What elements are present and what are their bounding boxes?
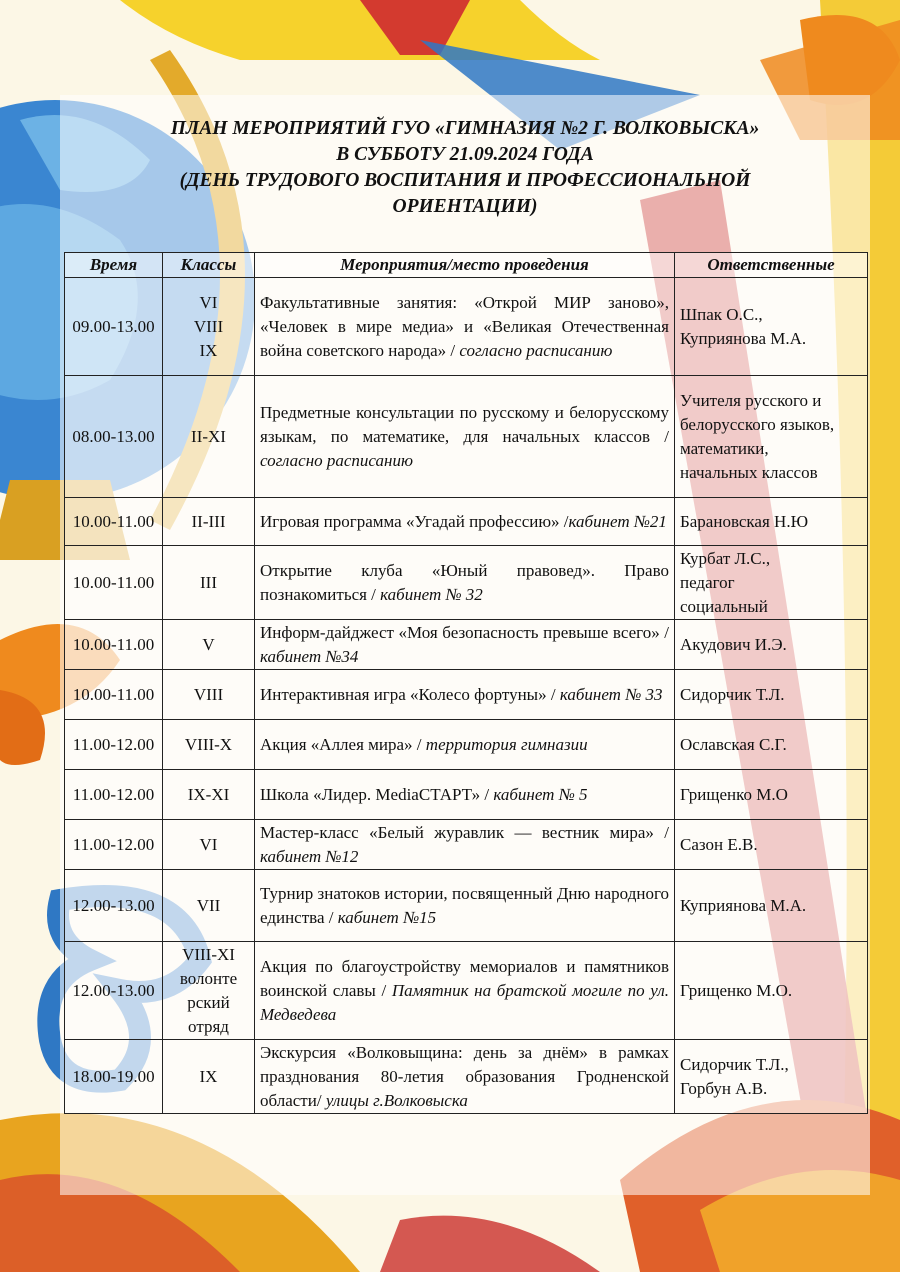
table-body <box>65 278 868 1114</box>
responsible-line: Ославская С.Г. <box>680 734 787 754</box>
cell-time: 10.00-11.00 <box>65 670 163 720</box>
cell-classes <box>163 278 255 376</box>
cell-time: 12.00-13.00 <box>65 942 163 1040</box>
cell-responsible <box>675 1040 868 1114</box>
table-row <box>65 1040 868 1114</box>
event-text: Акция «Аллея мира» / <box>260 734 426 754</box>
cell-event <box>255 670 675 720</box>
responsible-line: начальных классов <box>680 462 818 482</box>
cell-responsible <box>675 942 868 1040</box>
event-text: Факультативные занятия: «Открой МИР заново», «Человек в мире медиа» и «Великая Отечественная война советского народа» / <box>260 292 669 360</box>
cell-event <box>255 1040 675 1114</box>
class-line: IX <box>199 1066 218 1086</box>
table-row <box>65 278 868 376</box>
title-line-1: ПЛАН МЕРОПРИЯТИЙ ГУО «ГИМНАЗИЯ №2 Г. ВОЛКОВЫСКА» <box>170 118 760 139</box>
title-line-2: В СУББОТУ 21.09.2024 ГОДА <box>336 144 594 165</box>
table-row <box>65 870 868 942</box>
cell-time: 08.00-13.00 <box>65 376 163 498</box>
responsible-line: Шпак О.С., <box>680 304 763 324</box>
class-line: VII <box>196 895 221 915</box>
event-venue: территория гимназии <box>425 734 588 754</box>
responsible-line: Грищенко М.О. <box>680 980 793 1000</box>
cell-event <box>255 820 675 870</box>
table-row <box>65 376 868 498</box>
responsible-line: Учителя русского и белорусского языков, <box>680 390 835 434</box>
cell-classes <box>163 670 255 720</box>
cell-event <box>255 870 675 942</box>
cell-event <box>255 620 675 670</box>
event-text: Интерактивная игра «Колесо фортуны» / <box>260 684 560 704</box>
title-line-4: ОРИЕНТАЦИИ) <box>392 196 538 217</box>
cell-time: 11.00-12.00 <box>65 720 163 770</box>
class-line: IX <box>199 340 218 360</box>
responsible-line: педагог <box>680 572 735 592</box>
class-line: II-III <box>191 511 226 531</box>
cell-event <box>255 498 675 546</box>
event-text: Акция по благоустройству мемориалов и памятников воинской славы / <box>260 956 669 1000</box>
cell-responsible <box>675 620 868 670</box>
cell-event <box>255 376 675 498</box>
cell-responsible <box>675 278 868 376</box>
event-text: Открытие клуба «Юный правовед». Право познакомиться / <box>260 560 669 604</box>
event-venue: Памятник на братской могиле по ул. Медведева <box>260 980 669 1024</box>
cell-event <box>255 720 675 770</box>
cell-classes <box>163 498 255 546</box>
class-line: VI <box>199 292 218 312</box>
responsible-line: социальный <box>680 596 768 616</box>
table-row <box>65 670 868 720</box>
cell-classes <box>163 1040 255 1114</box>
cell-time: 10.00-11.00 <box>65 546 163 620</box>
class-line: III <box>200 572 217 592</box>
event-venue: улицы г.Волковыска <box>325 1090 468 1110</box>
header-event: Мероприятия/место проведения <box>255 253 675 278</box>
event-text: Игровая программа «Угадай профессию» / <box>260 511 569 531</box>
table-row <box>65 546 868 620</box>
table-row <box>65 720 868 770</box>
table-row <box>65 498 868 546</box>
events-table <box>64 252 868 1114</box>
cell-classes <box>163 546 255 620</box>
event-venue: кабинет №21 <box>568 511 667 531</box>
cell-time: 11.00-12.00 <box>65 770 163 820</box>
class-line: рский <box>187 992 230 1012</box>
responsible-line: Курбат Л.С., <box>680 548 771 568</box>
event-text: Информ-дайджест «Моя безопасность превыше всего» / <box>260 622 669 642</box>
responsible-line: Сидорчик Т.Л. <box>680 684 785 704</box>
page-title <box>70 116 860 220</box>
responsible-line: математики, <box>680 438 769 458</box>
header-classes: Классы <box>163 253 255 278</box>
responsible-line: Куприянова М.А. <box>680 328 807 348</box>
event-venue: кабинет № 5 <box>493 784 588 804</box>
cell-event <box>255 770 675 820</box>
table-row <box>65 620 868 670</box>
event-text: Турнир знатоков истории, посвященный Дню народного единства / <box>260 883 669 927</box>
cell-responsible <box>675 870 868 942</box>
cell-responsible <box>675 376 868 498</box>
cell-responsible <box>675 770 868 820</box>
event-venue: согласно расписанию <box>459 340 613 360</box>
table-row <box>65 942 868 1040</box>
title-line-3: (ДЕНЬ ТРУДОВОГО ВОСПИТАНИЯ И ПРОФЕССИОНАЛЬНОЙ <box>179 170 751 191</box>
responsible-line: Куприянова М.А. <box>680 895 807 915</box>
table-row <box>65 770 868 820</box>
class-line: II-XI <box>191 426 226 446</box>
cell-event <box>255 942 675 1040</box>
cell-responsible <box>675 720 868 770</box>
cell-classes <box>163 376 255 498</box>
cell-responsible <box>675 820 868 870</box>
cell-responsible <box>675 498 868 546</box>
cell-time: 10.00-11.00 <box>65 620 163 670</box>
event-venue: согласно расписанию <box>260 450 413 470</box>
table-header-row <box>65 253 868 278</box>
responsible-line: Барановская Н.Ю <box>680 511 809 531</box>
cell-responsible <box>675 670 868 720</box>
event-text: Экскурсия «Волковыщина: день за днём» в рамках празднования 80-летия образования Гродненской области/ <box>260 1042 669 1110</box>
event-text: Мастер-класс «Белый журавлик — вестник мира» / <box>260 822 669 842</box>
class-line: IX-XI <box>187 784 230 804</box>
cell-classes <box>163 870 255 942</box>
cell-responsible <box>675 546 868 620</box>
cell-time: 12.00-13.00 <box>65 870 163 942</box>
responsible-line: Сидорчик Т.Л., <box>680 1054 789 1074</box>
cell-time: 11.00-12.00 <box>65 820 163 870</box>
class-line: VI <box>199 834 218 854</box>
event-venue: кабинет №34 <box>260 646 359 666</box>
event-venue: кабинет №12 <box>260 846 359 866</box>
cell-time: 18.00-19.00 <box>65 1040 163 1114</box>
cell-classes <box>163 942 255 1040</box>
cell-classes <box>163 820 255 870</box>
responsible-line: Акудович И.Э. <box>680 634 787 654</box>
event-text: Предметные консультации по русскому и белорусскому языкам, по математике, для начальных классов / <box>260 402 669 446</box>
cell-classes <box>163 620 255 670</box>
event-venue: кабинет № 32 <box>380 584 483 604</box>
event-venue: кабинет №15 <box>337 907 437 927</box>
class-line: VIII-XI <box>182 944 235 964</box>
table-row <box>65 820 868 870</box>
cell-classes <box>163 770 255 820</box>
class-line: отряд <box>188 1016 229 1036</box>
header-time: Время <box>65 253 163 278</box>
class-line: волонте <box>179 968 238 988</box>
cell-classes <box>163 720 255 770</box>
event-venue: кабинет № 33 <box>559 684 663 704</box>
responsible-line: Горбун А.В. <box>680 1078 768 1098</box>
class-line: VIII <box>193 316 224 336</box>
responsible-line: Сазон Е.В. <box>680 834 758 854</box>
cell-event <box>255 278 675 376</box>
class-line: VIII-X <box>184 734 233 754</box>
event-text: Школа «Лидер. MediaСТАРТ» / <box>260 784 494 804</box>
responsible-line: Грищенко М.О <box>680 784 788 804</box>
header-responsible: Ответственные <box>675 253 868 278</box>
cell-event <box>255 546 675 620</box>
cell-time: 10.00-11.00 <box>65 498 163 546</box>
class-line: VIII <box>193 684 224 704</box>
class-line: V <box>202 634 215 654</box>
cell-time: 09.00-13.00 <box>65 278 163 376</box>
